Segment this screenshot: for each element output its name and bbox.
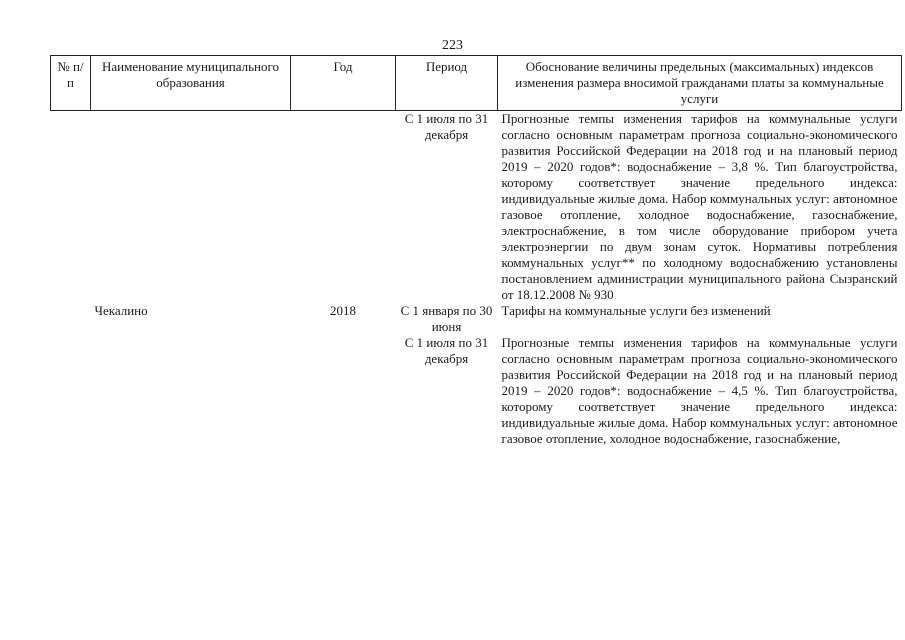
header-year: Год [291, 56, 396, 111]
cell-year [291, 335, 396, 447]
header-justification: Обоснование величины предельных (максимальных) индексов изменения размера вносимой гражданами платы за коммунальные услуги [498, 56, 902, 111]
cell-no [51, 111, 91, 304]
header-period: Период [396, 56, 498, 111]
cell-name [91, 335, 291, 447]
table-header-row [51, 56, 902, 111]
table-row [51, 335, 902, 447]
cell-period: С 1 июля по 31 декабря [404, 335, 489, 366]
table-row [51, 303, 902, 335]
cell-period: С 1 июля по 31 декабря [404, 111, 489, 142]
header-no: № п/п [51, 56, 91, 111]
cell-name: Чекалино [94, 303, 148, 318]
cell-justification: Тарифы на коммунальные услуги без изменений [501, 303, 771, 318]
cell-no [51, 335, 91, 447]
tariff-table [50, 55, 902, 447]
cell-year [291, 111, 396, 304]
page-number: 223 [442, 38, 463, 53]
cell-name [91, 111, 291, 304]
cell-justification: Прогнозные темпы изменения тарифов на коммунальные услуги согласно основным параметрам прогноза социально-экономического развития Российской Федерации на 2018 год и на плановый период 2019 – 2020 годов*: водоснабжение – 4,5 %. Тип благоустройства, которому соответствует значение предельного индекса: индивидуальные жилые дома. Набор коммунальных услуг: автономное газовое отопление, холодное водоснабжение, газоснабжение, [501, 335, 898, 446]
cell-period: С 1 января по 30 июня [400, 303, 493, 334]
cell-year: 2018 [330, 303, 356, 318]
cell-no [51, 303, 91, 335]
table-row [51, 111, 902, 304]
header-name: Наименование муниципального образования [91, 56, 291, 111]
cell-justification: Прогнозные темпы изменения тарифов на коммунальные услуги согласно основным параметрам прогноза социально-экономического развития Российской Федерации на 2018 год и на плановый период 2019 – 2020 годов*: водоснабжение – 3,8 %. Тип благоустройства, которому соответствует значение предельного индекса: индивидуальные жилые дома. Набор коммунальных услуг: автономное газовое отопление, холодное водоснабжение, газоснабжение, электроснабжение, в том числе оборудование прибором учета электроэнергии по двум зонам суток. Нормативы потребления коммунальных услуг** по холодному водоснабжению установлены постановлением администрации муниципального района Сызранский от 18.12.2008 № 930 [501, 111, 898, 302]
